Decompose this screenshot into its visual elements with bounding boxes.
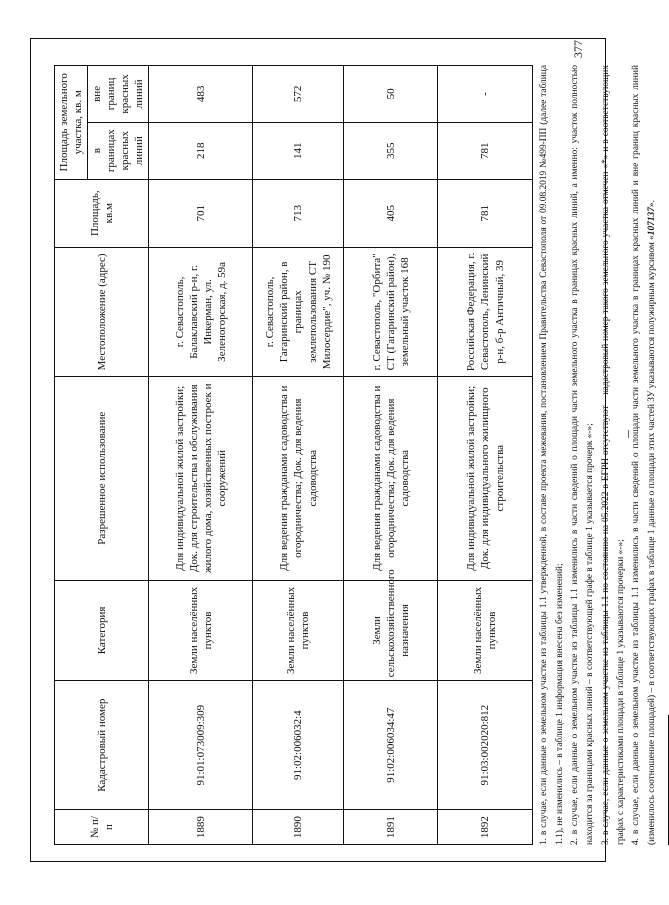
header-category: Категория: [55, 580, 149, 681]
row-category: Земли сельскохозяйственного назначения: [344, 580, 438, 681]
note-4-end: ».: [646, 200, 657, 208]
table-row: [438, 66, 533, 845]
row-category: Земли населённых пунктов: [149, 580, 253, 681]
footnotes: [537, 65, 660, 845]
header-area: Площадь, кв.м: [55, 179, 149, 247]
row-within: 218: [149, 122, 253, 179]
note-4-example: 107137: [646, 207, 657, 236]
header-num: № п/п: [55, 810, 149, 845]
row-cadastral: 91:02:006032:4: [253, 681, 344, 810]
row-num: 1891: [344, 810, 438, 845]
note-4: [629, 65, 660, 845]
row-area: 701: [149, 179, 253, 247]
note-4-text: 4. в случае, если данные о земельном участке из таблицы 1.1 изменились в части сведений о площади части земельного участка в границах красных линий и вне границ красных линий (изменилось соотношение площадей) – в соответствующих графах в таблице 1 данные о площади этих частей ЗУ указываются полужирным курсивом «: [631, 65, 657, 845]
row-within: 355: [344, 122, 438, 179]
note-2: 2. в случае, если данные о земельном участке из таблицы 1.1 изменились в части сведений о площади части земельного участка в границах красных линий, а именно: участок полностью находится за границами красных линий – в соответствующей графе в таблице 1 указывается прочерк «-»;: [570, 65, 596, 845]
row-num: 1890: [253, 810, 344, 845]
row-num: 1889: [149, 810, 253, 845]
note-1: 1. в случае, если данные о земельном участке из таблицы 1.1 утвержденной, в составе проекта межевания, постановлением Правительства Севастополя от 09.08.2019 №499-ПП (далее таблица 1.1), не изменились – в таблице 1 информация внесена без изменений;: [539, 65, 565, 845]
table-row: [149, 66, 253, 845]
row-cadastral: 91:03:002020:812: [438, 681, 533, 810]
row-num: 1892: [438, 810, 533, 845]
row-outside: 483: [149, 66, 253, 123]
row-within: 141: [253, 122, 344, 179]
row-use: Для ведения гражданами садоводства и огородничества; Док. для ведения садоводства: [253, 376, 344, 580]
table-row: [344, 66, 438, 845]
row-use: Для индивидуальной жилой застройки; Док. для строительства и обслуживания жилого дома, хозяйственных построек и сооружений: [149, 376, 253, 580]
land-plots-table: [54, 65, 533, 845]
row-outside: 572: [253, 66, 344, 123]
row-location: Российская Федерация, г. Севастополь, Ленинский р-н, б-р Античный, 39: [438, 247, 533, 376]
row-category: Земли населённых пунктов: [438, 580, 533, 681]
row-location: г. Севастополь, "Орбита" СТ (Гагаринский район), земельный участок 168: [344, 247, 438, 376]
table-row: [253, 66, 344, 845]
header-within: в границах красных линий: [88, 122, 149, 179]
row-area: 713: [253, 179, 344, 247]
row-outside: -: [438, 66, 533, 123]
row-cadastral: 91:01:073009:309: [149, 681, 253, 810]
row-category: Земли населённых пунктов: [253, 580, 344, 681]
page-number: 377: [571, 40, 585, 58]
header-use: Разрешенное использование: [55, 376, 149, 580]
rotated-content: [54, 65, 657, 845]
header-outside: вне границ красных линий: [88, 66, 149, 123]
row-area: 405: [344, 179, 438, 247]
row-area: 781: [438, 179, 533, 247]
row-within: 781: [438, 122, 533, 179]
row-cadastral: 91:02:006034:47: [344, 681, 438, 810]
header-cadastral: Кадастровый номер: [55, 681, 149, 810]
header-area-group: Площадь земельного участка, кв. м: [55, 66, 88, 180]
row-location: г. Севастополь, Гагаринский район, в границах землепользования СТ Милосердие", уч. № 190: [253, 247, 344, 376]
row-outside: 50: [344, 66, 438, 123]
row-use: Для индивидуальной жилой застройки; Док. для индивидуального жилищного строительства: [438, 376, 533, 580]
note-3: 3. в случае, если данные о земельном участке из таблицы 1.1 по состоянию на 05.2022 в ЕГРН отсутствуют – кадастровый номер такого земельного участка отмечен «*» и в соответствующих графах с характеристиками площади в таблице 1 указываются прочерки «-»;: [600, 65, 627, 845]
header-location: Местоположение (адрес): [55, 247, 149, 376]
table-header-row: [55, 66, 88, 845]
row-location: г. Севастополь, Балаклавский р-н, г. Инкерман, ул. Зеленогорская, д. 59а: [149, 247, 253, 376]
row-use: Для ведения гражданами садоводства и огородничества; Док. для ведения садоводства: [344, 376, 438, 580]
